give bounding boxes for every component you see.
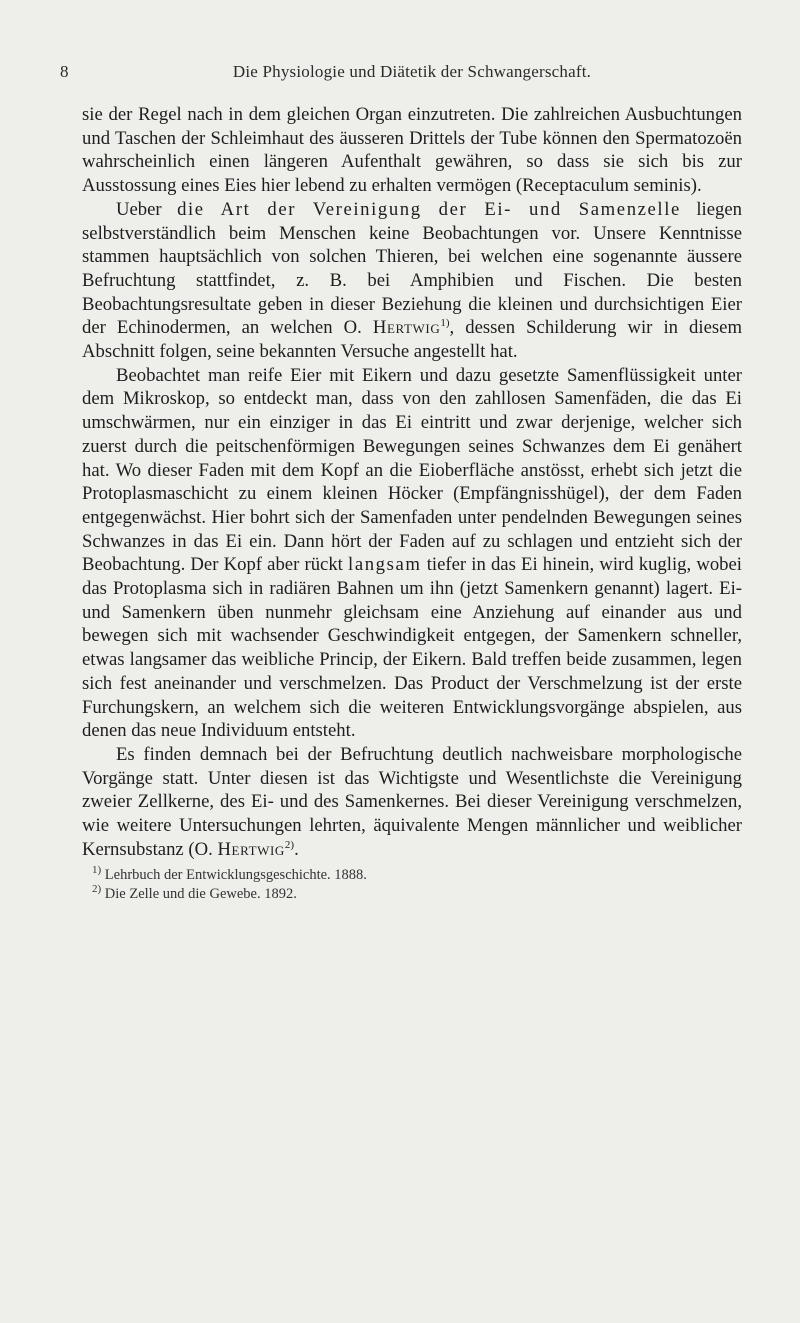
- paragraph-3: [82, 364, 742, 743]
- emphasized-phrase: die Art der Vereinigung der Ei- und Samenzelle: [177, 198, 681, 220]
- paragraph-text: liegen selbstverständlich beim Menschen keine Beobachtungen vor. Unsere Kenntnisse stammen hauptsächlich von solchen Thieren, bei welchen eine sogenannte äussere Befruchtung stattfindet, z. B. bei Amphibien und Fischen. Die besten Beobachtungsresultate geben in dieser Beziehung die kleinen und durchsichtigen Eier der Echinodermen, an welchen O.: [82, 198, 742, 339]
- footnote-mark: 2): [92, 882, 102, 895]
- footnote-mark: 1): [92, 863, 102, 876]
- footnote-1: [82, 863, 742, 885]
- footnote-ref: 1): [440, 317, 450, 330]
- author-name: Hertwig: [217, 838, 285, 860]
- running-title: Die Physiologie und Diätetik der Schwangerschaft.: [232, 62, 592, 81]
- book-page: [60, 62, 742, 904]
- page-number: 8: [60, 62, 69, 81]
- footnote-text: Die Zelle und die Gewebe. 1892.: [104, 885, 297, 902]
- footnote-2: [82, 882, 742, 904]
- paragraph-text: Es finden demnach bei der Befruchtung deutlich nachweisbare morphologische Vorgänge statt. Unter diesen ist das Wichtigste und Wesentlichste die Vereinigung zweier Zellkerne, des Ei- und des Samenkernes. Bei dieser Vereinigung verschmelzen, wie weitere Untersuchungen lehrten, äquivalente Mengen männlicher und weiblicher Kernsubstanz (O.: [82, 743, 742, 860]
- footnotes: [82, 863, 742, 904]
- footnote-ref: 2): [284, 838, 295, 851]
- paragraph-text: Beobachtet man reife Eier mit Eikern und dazu gesetzte Samenflüssigkeit unter dem Mikroskop, so entdeckt man, dass von den zahllosen Samenfäden, die das Ei umschwärmen, nur ein einziger in das Ei eintritt und zwar derjenige, welcher sich zuerst durch die peitschenförmigen Bewegungen seines Schwanzes dem Ei genähert hat. Wo dieser Faden mit dem Kopf an die Eioberfläche anstösst, erhebt sich jetzt die Protoplasmaschicht zu einem kleinen Höcker (Empfängnisshügel), der dem Faden entgegenwächst. Hier bohrt sich der Samenfaden unter pendelnden Bewegungen seines Schwanzes in das Ei ein. Dann hört der Faden auf zu schlagen und entzieht sich der Beobachtung. Der Kopf aber rückt: [82, 364, 742, 576]
- author-name: Hertwig: [372, 317, 441, 339]
- emphasized-word: langsam: [348, 554, 422, 576]
- paragraph-text: , dessen Schilderung wir in diesem Abschnitt folgen, seine bekannten Versuche angestellt hat.: [82, 317, 742, 363]
- paragraph-text: sie der Regel nach in dem gleichen Organ einzutreten. Die zahlreichen Ausbuchtungen und Taschen der Schleimhaut des äusseren Drittels der Tube können den Spermatozoën wahrscheinlich einen längeren Aufenthalt gewähren, so dass sie sich bis zur Ausstossung eines Eies hier lebend zu erhalten vermögen (Receptaculum seminis).: [82, 104, 742, 197]
- page-header: [60, 62, 742, 92]
- paragraph-4: [82, 743, 742, 862]
- footnote-text: Lehrbuch der Entwicklungsgeschichte. 1888.: [104, 866, 367, 883]
- paragraph-text: Ueber: [116, 198, 178, 220]
- paragraph-text: tiefer in das Ei hinein, wird kuglig, wobei das Protoplasma sich in radiären Bahnen um ihn (jetzt Samenkern genannt) lagert. Ei- und Samenkern üben nunmehr gleichsam eine Anziehung auf einander aus und bewegen sich mit wachsender Geschwindigkeit entgegen, der Samenkern schneller, etwas langsamer das weibliche Princip, der Eikern. Bald treffen beide zusammen, legen sich fest aneinander und verschmelzen. Das Product der Verschmelzung ist der erste Furchungskern, an welchem sich die weiteren Entwicklungsvorgänge abspielen, aus denen das neue Individuum entsteht.: [82, 554, 742, 742]
- paragraph-text: .: [294, 838, 299, 860]
- paragraph-2: [82, 198, 742, 364]
- paragraph-1: [82, 103, 742, 198]
- body-text: [82, 103, 742, 862]
